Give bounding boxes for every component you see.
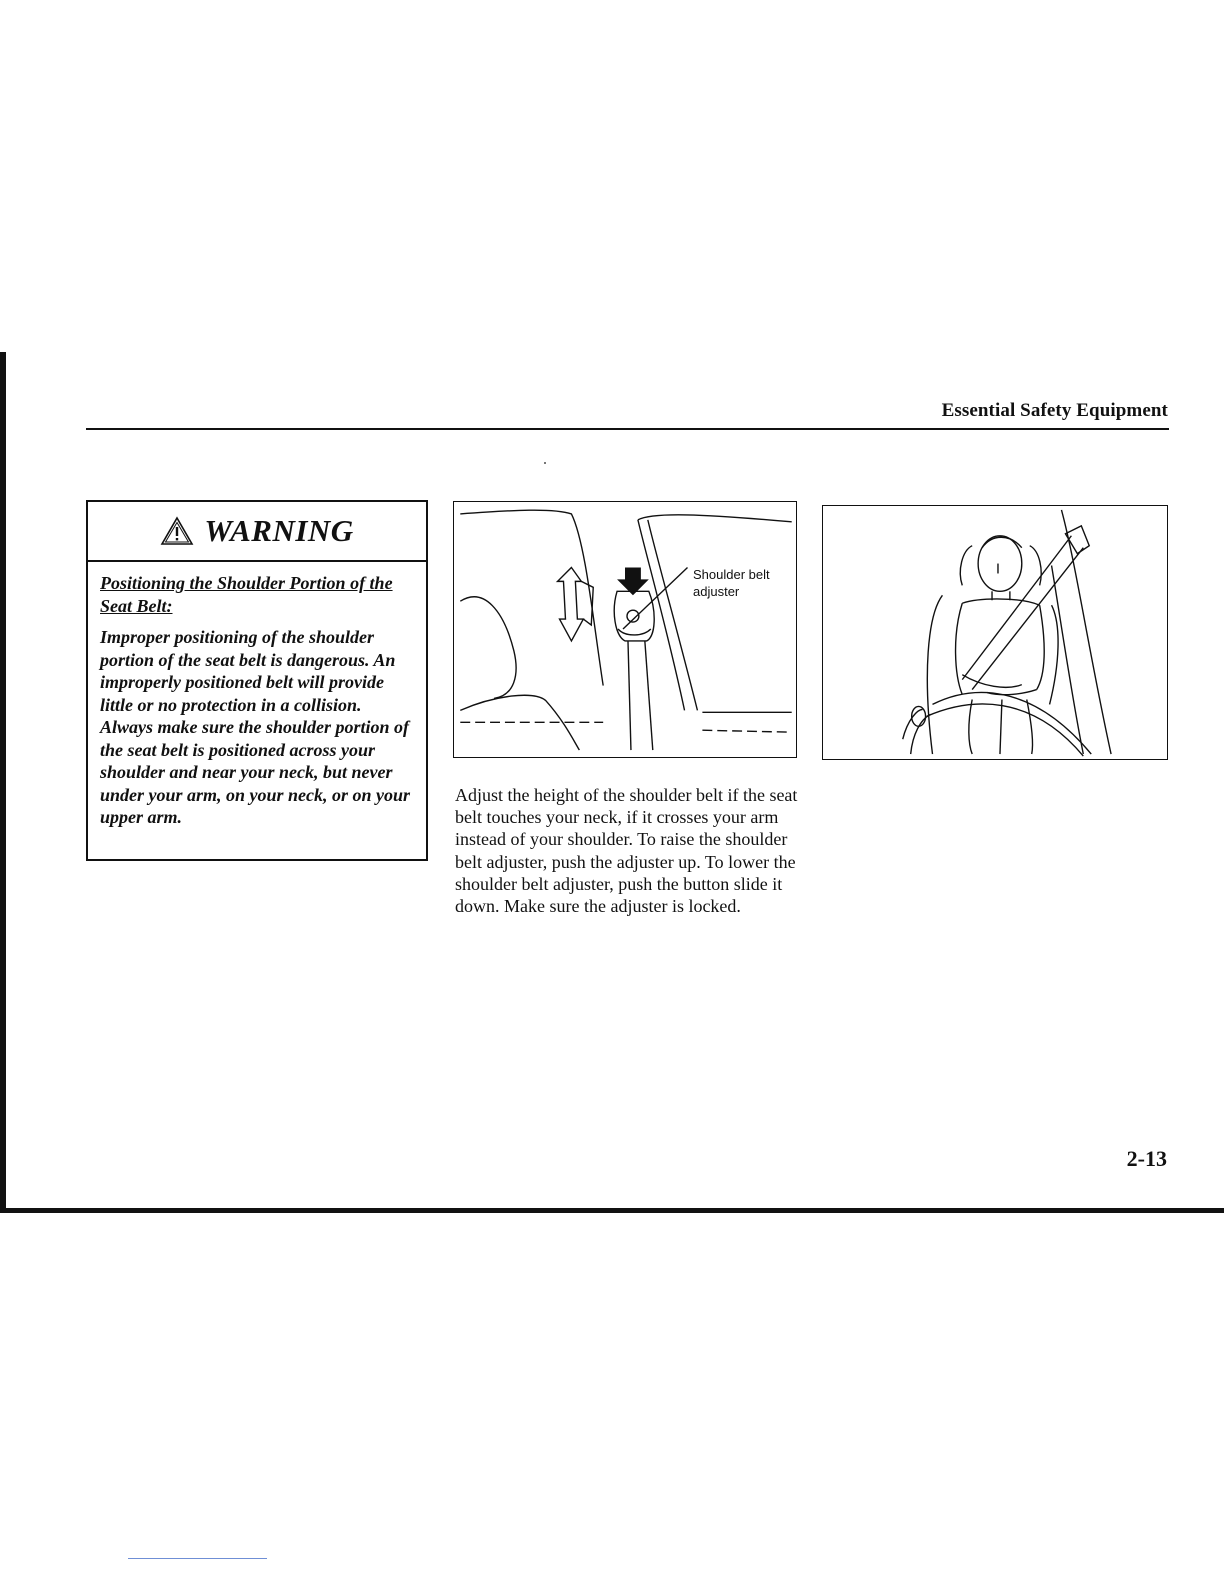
seated-occupant-illustration [822, 505, 1168, 760]
warning-body [88, 562, 426, 829]
left-edge-bar [0, 352, 6, 1212]
warning-triangle-icon [160, 516, 194, 546]
warning-header [88, 502, 426, 562]
adjustment-instructions: Adjust the height of the shoulder belt if the seat belt touches your neck, if it crosses your arm instead of your shoulder. To raise the shoulder belt adjuster, push the adjuster up. To lower the shoulder belt adjuster, push the button slide it down. Make sure the adjuster is locked. [455, 785, 798, 917]
section-title: Essential Safety Equipment [941, 400, 1168, 421]
adjuster-drawing [454, 502, 796, 757]
warning-box [86, 500, 428, 861]
footer-link-line [128, 1558, 267, 1559]
warning-subtitle: Positioning the Shoulder Portion of the Seat Belt: [100, 573, 393, 616]
bottom-rule [0, 1208, 1224, 1213]
page-number: 2-13 [1126, 1146, 1167, 1171]
header-divider [86, 428, 1169, 430]
adjuster-callout: Shoulder belt adjuster [693, 567, 770, 599]
shoulder-belt-adjuster-illustration [453, 501, 797, 758]
warning-title: WARNING [204, 513, 354, 548]
warning-text: Improper positioning of the shoulder portion of the seat belt is dangerous. An improperly positioned belt will provide little or no protection in a collision. Always make sure the shoulder portion of the seat belt is positioned across your shoulder and near your neck, but never under your arm, on your neck, or on your upper arm. [100, 627, 411, 827]
occupant-drawing [823, 506, 1167, 759]
scan-speck [544, 462, 546, 464]
